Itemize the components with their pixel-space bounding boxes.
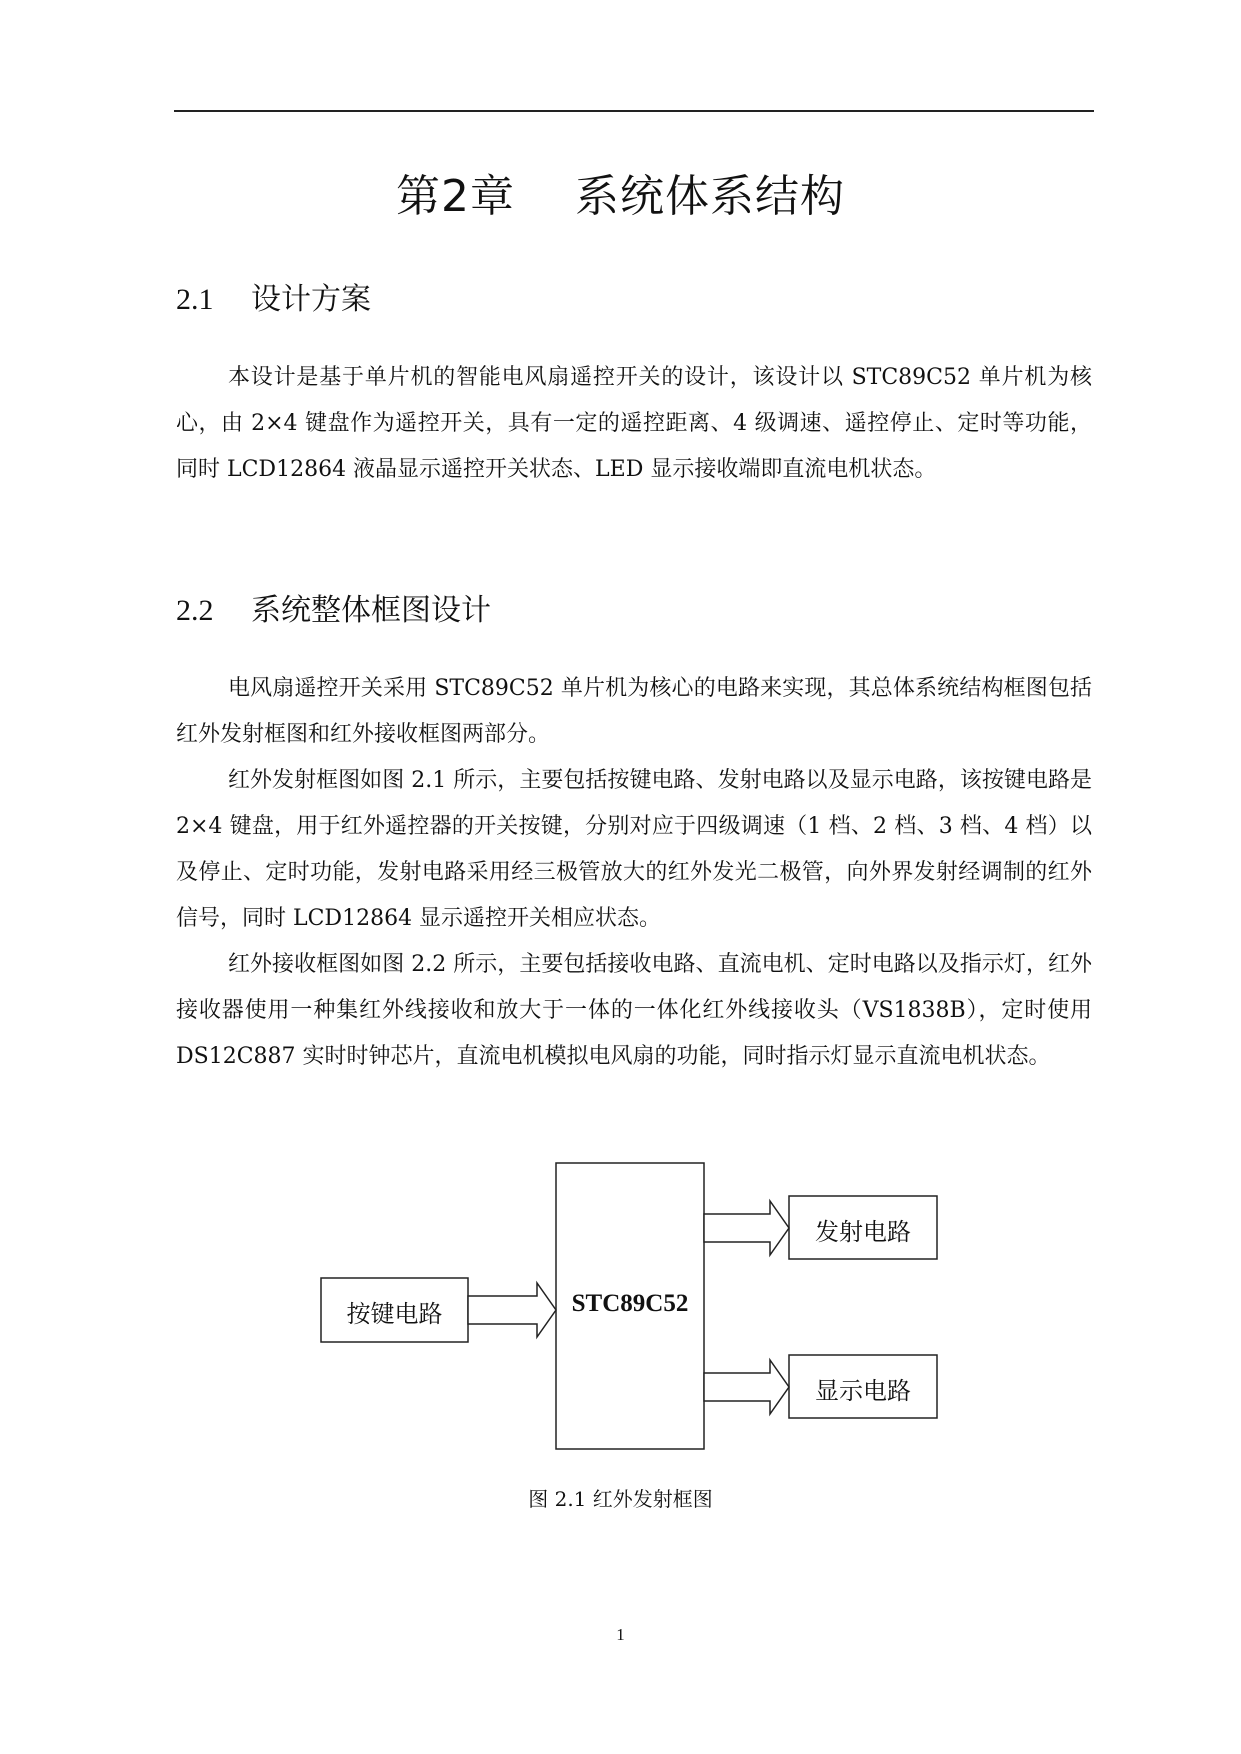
arrow-input-to-mcu: [468, 1283, 556, 1337]
section-title: 设计方案: [251, 282, 371, 317]
section-number: 2.1: [176, 283, 214, 316]
arrow-mcu-to-output-2: [704, 1360, 789, 1414]
paragraph-design: 本设计是基于单片机的智能电风扇遥控开关的设计，该设计以 STC89C52 单片机为核心，由 2×4 键盘作为遥控开关，具有一定的遥控距离、4 级调速、遥控停止、定时等功能，同时 LCD12864 液晶显示遥控开关状态、LED 显示接收端即直流电机状态。: [176, 365, 1092, 482]
chapter-number: 第2章: [396, 171, 515, 222]
section-number: 2.2: [176, 594, 214, 627]
chapter-title: 系统体系结构: [575, 171, 845, 222]
paragraph-transmitter: 红外发射框图如图 2.1 所示，主要包括按键电路、发射电路以及显示电路，该按键电路是 2×4 键盘，用于红外遥控器的开关按键，分别对应于四级调速（1 档、2 档、3 档、4 档）以及停止、定时功能，发射电路采用经三极管放大的红外发光二极管，向外界发射经调制的红外信号，同时 LCD12864 显示遥控开关相应状态。: [176, 768, 1092, 931]
input-block-label: 按键电路: [346, 1300, 443, 1328]
paragraph-overview: 电风扇遥控开关采用 STC89C52 单片机为核心的电路来实现，其总体系统结构框图包括红外发射框图和红外接收框图两部分。: [176, 676, 1092, 747]
output-block-label-2: 显示电路: [815, 1377, 911, 1405]
page-number: 1: [616, 1625, 625, 1644]
output-block-label-1: 发射电路: [815, 1218, 911, 1246]
figure-caption: 图 2.1 红外发射框图: [528, 1487, 713, 1511]
arrow-mcu-to-output-1: [704, 1201, 789, 1255]
mcu-block-label: STC89C52: [571, 1290, 689, 1317]
paragraph-receiver: 红外接收框图如图 2.2 所示，主要包括接收电路、直流电机、定时电路以及指示灯，红外接收器使用一种集红外线接收和放大于一体的一体化红外线接收头（VS1838B），定时使用 DS12C887 实时时钟芯片，直流电机模拟电风扇的功能，同时指示灯显示直流电机状态。: [176, 952, 1092, 1069]
section-title: 系统整体框图设计: [251, 593, 491, 628]
